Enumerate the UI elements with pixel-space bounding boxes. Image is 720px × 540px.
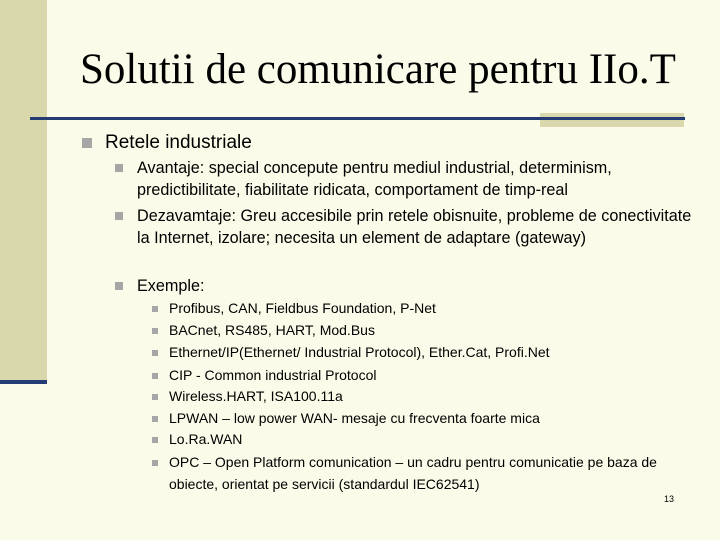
example-text: BACnet, RS485, HART, Mod.Bus (169, 322, 375, 338)
square-bullet-icon (152, 350, 158, 356)
example-text: Profibus, CAN, Fieldbus Foundation, P-Net (169, 300, 436, 316)
bullet-text: Retele industriale (105, 132, 252, 153)
bullet-text: Dezavamtaje: Greu accesibile prin retele obisnuite, probleme de conectivitate la Internet, izolare; necesita un element de adaptare (gateway) (137, 207, 692, 247)
example-text: LPWAN – low power WAN- mesaje cu frecventa foarte mica (169, 410, 540, 426)
example-item (169, 408, 689, 430)
example-item (169, 298, 689, 320)
example-text: CIP - Common industrial Protocol (169, 367, 377, 383)
left-accent-bar (0, 0, 47, 383)
title-accent-block (540, 113, 684, 127)
example-text: OPC – Open Platform comunication – un cadru pentru comunicatie pe baza de obiecte, orientat pe servicii (standardul IEC62541) (169, 454, 657, 492)
square-bullet-icon (152, 437, 158, 443)
slide-title: Solutii de comunicare pentru IIo.T (80, 46, 676, 93)
example-item (169, 342, 689, 364)
square-bullet-icon (82, 138, 92, 148)
square-bullet-icon (152, 394, 158, 400)
example-item (169, 386, 689, 408)
example-text: Ethernet/IP(Ethernet/ Industrial Protocol), Ether.Cat, Profi.Net (169, 344, 550, 360)
bullet-exemple (137, 275, 697, 297)
bullet-avantaje (137, 157, 697, 201)
example-item (169, 365, 689, 387)
square-bullet-icon (152, 460, 158, 466)
square-bullet-icon (152, 373, 158, 379)
example-text: Wireless.HART, ISA100.11a (169, 388, 343, 404)
square-bullet-icon (152, 416, 158, 422)
square-bullet-icon (152, 306, 158, 312)
bullet-text: Exemple: (137, 277, 205, 295)
example-item (169, 320, 689, 342)
example-item (169, 429, 689, 451)
left-accent-bar-edge (0, 380, 47, 384)
example-text: Lo.Ra.WAN (169, 431, 243, 447)
bullet-text: Avantaje: special concepute pentru mediul industrial, determinism, predictibilitate, fiabilitate ridicata, comportament de timp-real (137, 159, 612, 199)
page-number: 13 (664, 494, 675, 504)
title-underline (30, 117, 685, 120)
square-bullet-icon (115, 282, 123, 290)
bullet-dezavantaje (137, 205, 697, 249)
example-item (169, 452, 689, 495)
bullet-retele-industriale (105, 132, 252, 154)
square-bullet-icon (115, 164, 123, 172)
square-bullet-icon (152, 328, 158, 334)
square-bullet-icon (115, 212, 123, 220)
